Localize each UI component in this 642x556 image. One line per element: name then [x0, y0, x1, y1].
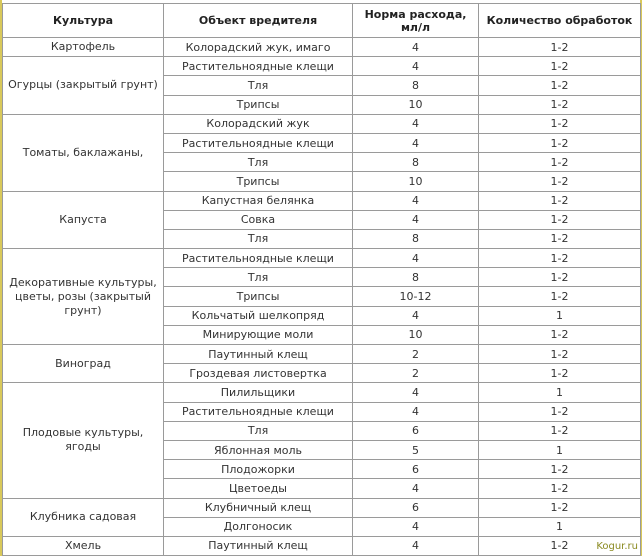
pest-cell: Кольчатый шелкопряд	[164, 306, 353, 325]
pest-cell: Минирующие моли	[164, 325, 353, 344]
pest-cell: Тля	[164, 421, 353, 440]
table-row	[3, 498, 641, 517]
culture-cell: Виноград	[3, 345, 164, 383]
treatments-cell: 1-2	[479, 345, 641, 364]
treatments-cell: 1-2	[479, 133, 641, 152]
table-row	[3, 191, 641, 210]
treatments-cell: 1-2	[479, 479, 641, 498]
rate-cell: 4	[353, 306, 479, 325]
treatments-cell: 1-2	[479, 325, 641, 344]
table-row	[3, 114, 641, 133]
treatments-cell: 1-2	[479, 191, 641, 210]
rate-cell: 6	[353, 421, 479, 440]
rate-cell: 4	[353, 38, 479, 57]
culture-cell: Клубника садовая	[3, 498, 164, 536]
pest-cell: Тля	[164, 76, 353, 95]
treatments-cell: 1-2	[479, 114, 641, 133]
culture-cell: Хмель	[3, 536, 164, 555]
rate-cell: 4	[353, 191, 479, 210]
treatments-cell: 1-2	[479, 249, 641, 268]
table-row	[3, 249, 641, 268]
pesticide-table	[2, 3, 641, 556]
treatments-cell: 1-2	[479, 402, 641, 421]
treatments-cell: 1-2	[479, 76, 641, 95]
pest-cell: Трипсы	[164, 95, 353, 114]
table-row	[3, 536, 641, 555]
pest-cell: Растительноядные клещи	[164, 57, 353, 76]
treatments-cell: 1-2	[479, 364, 641, 383]
pest-cell: Цветоеды	[164, 479, 353, 498]
rate-cell: 2	[353, 345, 479, 364]
pest-cell: Паутинный клещ	[164, 536, 353, 555]
pest-cell: Тля	[164, 153, 353, 172]
treatments-cell: 1-2	[479, 57, 641, 76]
culture-cell: Капуста	[3, 191, 164, 249]
treatments-cell: 1	[479, 306, 641, 325]
rate-cell: 4	[353, 402, 479, 421]
treatments-cell: 1-2	[479, 498, 641, 517]
header-rate: Норма расхода, мл/л	[353, 4, 479, 38]
pest-cell: Гроздевая листовертка	[164, 364, 353, 383]
treatments-cell: 1-2	[479, 268, 641, 287]
culture-cell: Огурцы (закрытый грунт)	[3, 57, 164, 115]
rate-cell: 8	[353, 268, 479, 287]
rate-cell: 4	[353, 517, 479, 536]
rate-cell: 4	[353, 383, 479, 402]
rate-cell: 10	[353, 172, 479, 191]
pest-cell: Капустная белянка	[164, 191, 353, 210]
pest-cell: Трипсы	[164, 172, 353, 191]
rate-cell: 2	[353, 364, 479, 383]
pest-cell: Колорадский жук, имаго	[164, 38, 353, 57]
treatments-cell: 1-2	[479, 95, 641, 114]
header-treatments: Количество обработок	[479, 4, 641, 38]
rate-cell: 4	[353, 249, 479, 268]
rate-cell: 4	[353, 479, 479, 498]
pest-cell: Тля	[164, 268, 353, 287]
treatments-cell: 1-2	[479, 172, 641, 191]
table-header	[3, 4, 641, 38]
rate-cell: 4	[353, 57, 479, 76]
pest-cell: Плодожорки	[164, 460, 353, 479]
header-culture: Культура	[3, 4, 164, 38]
treatments-cell: 1-2	[479, 38, 641, 57]
table-row	[3, 57, 641, 76]
treatments-cell: 1-2	[479, 460, 641, 479]
treatments-cell: 1-2	[479, 229, 641, 248]
rate-cell: 4	[353, 114, 479, 133]
treatments-cell: 1-2	[479, 210, 641, 229]
pest-cell: Растительноядные клещи	[164, 249, 353, 268]
rate-cell: 10	[353, 95, 479, 114]
pest-cell: Долгоносик	[164, 517, 353, 536]
table-row	[3, 38, 641, 57]
pest-cell: Яблонная моль	[164, 440, 353, 459]
treatments-cell: 1	[479, 440, 641, 459]
treatments-cell: 1	[479, 517, 641, 536]
treatments-cell: 1-2	[479, 421, 641, 440]
rate-cell: 6	[353, 460, 479, 479]
treatments-cell: 1-2	[479, 153, 641, 172]
pest-cell: Трипсы	[164, 287, 353, 306]
pest-cell: Растительноядные клещи	[164, 402, 353, 421]
pest-cell: Совка	[164, 210, 353, 229]
rate-cell: 10	[353, 325, 479, 344]
culture-cell: Декоративные культуры, цветы, розы (закрытый грунт)	[3, 249, 164, 345]
table-row	[3, 383, 641, 402]
header-pest: Объект вредителя	[164, 4, 353, 38]
treatments-cell: 1-2	[479, 287, 641, 306]
pest-cell: Колорадский жук	[164, 114, 353, 133]
treatments-cell: 1-2	[479, 536, 641, 555]
rate-cell: 10-12	[353, 287, 479, 306]
rate-cell: 5	[353, 440, 479, 459]
watermark: Kogur.ru	[596, 541, 638, 552]
rate-cell: 4	[353, 133, 479, 152]
rate-cell: 6	[353, 498, 479, 517]
rate-cell: 8	[353, 76, 479, 95]
culture-cell: Томаты, баклажаны,	[3, 114, 164, 191]
rate-cell: 8	[353, 153, 479, 172]
rate-cell: 4	[353, 536, 479, 555]
pest-cell: Клубничный клещ	[164, 498, 353, 517]
pest-cell: Пилильщики	[164, 383, 353, 402]
pest-cell: Тля	[164, 229, 353, 248]
pest-cell: Паутинный клещ	[164, 345, 353, 364]
rate-cell: 8	[353, 229, 479, 248]
treatments-cell: 1	[479, 383, 641, 402]
culture-cell: Картофель	[3, 38, 164, 57]
culture-cell: Плодовые культуры, ягоды	[3, 383, 164, 498]
rate-cell: 4	[353, 210, 479, 229]
table-row	[3, 345, 641, 364]
pest-cell: Растительноядные клещи	[164, 133, 353, 152]
